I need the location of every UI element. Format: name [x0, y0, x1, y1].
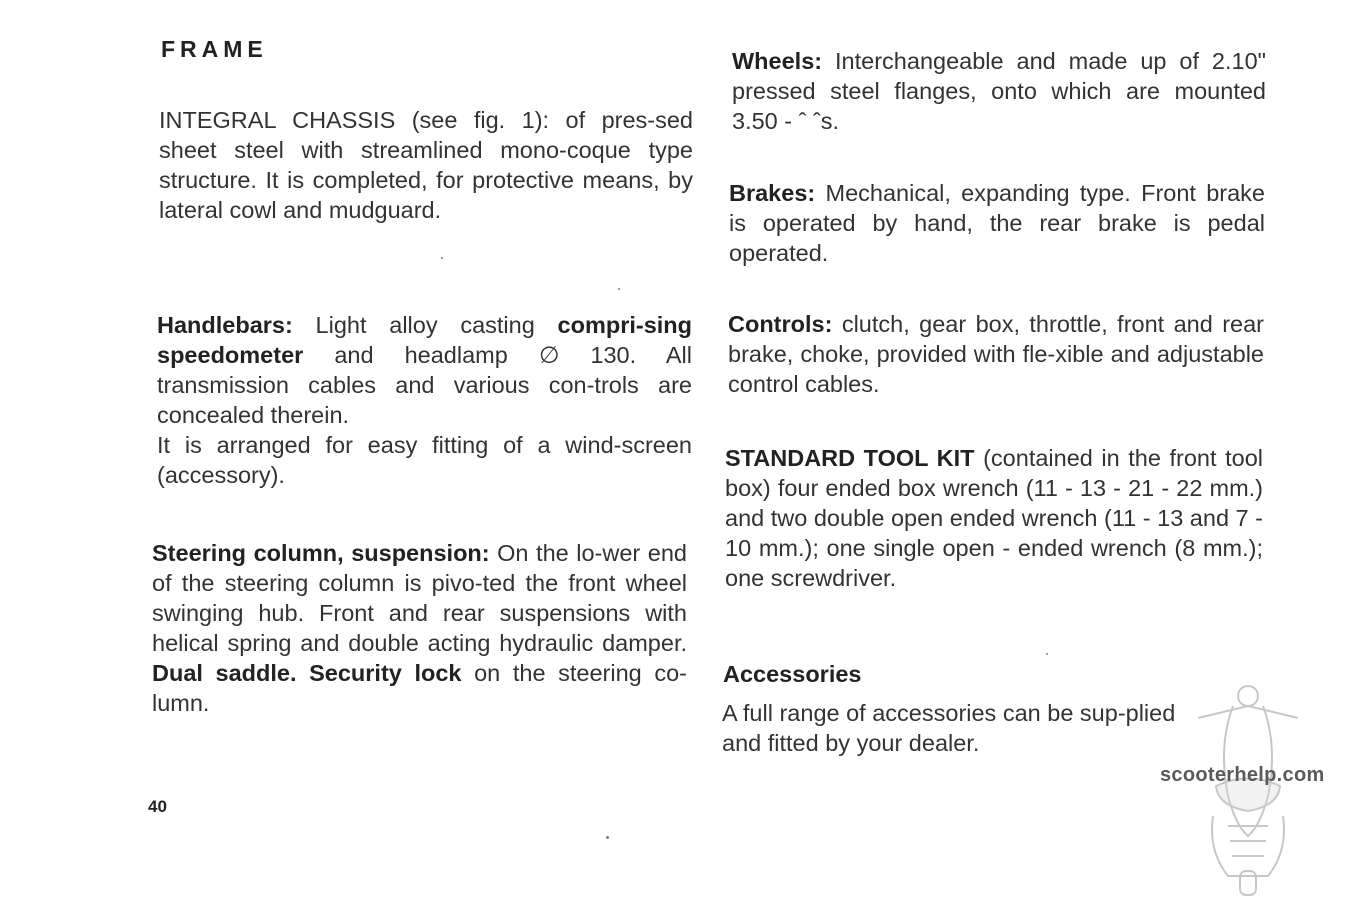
scan-speck: [606, 836, 609, 839]
section-heading-frame: FRAME: [161, 36, 268, 62]
page-number: 40: [148, 797, 167, 816]
brakes-label: Brakes:: [729, 180, 816, 206]
toolkit-text: (contained in the front tool box) four ended box wrench (11 - 13 - 21 - 22 mm.) and two double open ended wrench (11 - 13 and 7 - 10 mm.); one single open - ended wrench (8 mm.); one screwdriver.: [725, 445, 1263, 591]
controls-paragraph: [728, 309, 1264, 399]
wheels-text: Interchangeable and made up of 2.10" pressed steel flanges, onto which are mounted 3.50 - ˆ ˆs.: [732, 48, 1266, 134]
handlebars-text-3: It is arranged for easy fitting of a wind-screen (accessory).: [157, 432, 692, 488]
scan-speck: [1046, 653, 1048, 655]
accessories-heading: Accessories: [723, 661, 862, 687]
steering-text-1: On the lo-wer end of the steering column is pivo-ted the front wheel swinging hub. Front and rear suspensions with helical spring and double acting hydraulic damper.: [152, 540, 687, 656]
controls-text: clutch, gear box, throttle, front and rear brake, choke, provided with fle-xible and adjustable control cables.: [728, 311, 1264, 397]
scan-speck: [618, 288, 620, 290]
handlebars-text-1: Light alloy casting: [292, 312, 558, 338]
handlebars-paragraph: [157, 310, 692, 490]
controls-label: Controls:: [728, 311, 833, 337]
steering-text-2: on the steering co-lumn.: [152, 660, 687, 716]
handlebars-label: Handlebars:: [157, 312, 293, 338]
toolkit-label: STANDARD TOOL KIT: [725, 445, 975, 471]
brakes-paragraph: [729, 178, 1265, 268]
wheels-label: Wheels:: [732, 48, 823, 74]
steering-paragraph: [152, 538, 687, 718]
accessories-paragraph: A full range of accessories can be sup-plied and fitted by your dealer.: [722, 700, 1176, 756]
scan-speck: [441, 257, 443, 259]
chassis-paragraph: INTEGRAL CHASSIS (see fig. 1): of pres-sed sheet steel with streamlined mono-coque type structure. It is completed, for protective means, by lateral cowl and mudguard.: [159, 107, 693, 223]
handlebars-text-2: and headlamp ∅ 130. All transmission cables and various con-trols are concealed therein.: [157, 342, 692, 428]
steering-label: Steering column, suspension:: [152, 540, 490, 566]
steering-bold-1: Dual saddle. Security lock: [152, 660, 462, 686]
toolkit-paragraph: [725, 443, 1263, 593]
brakes-text: Mechanical, expanding type. Front brake is operated by hand, the rear brake is pedal operated.: [729, 180, 1265, 266]
wheels-paragraph: [732, 46, 1266, 136]
watermark-text: scooterhelp.com: [1160, 764, 1325, 786]
handlebars-bold-1: compri-sing speedometer: [157, 312, 692, 368]
